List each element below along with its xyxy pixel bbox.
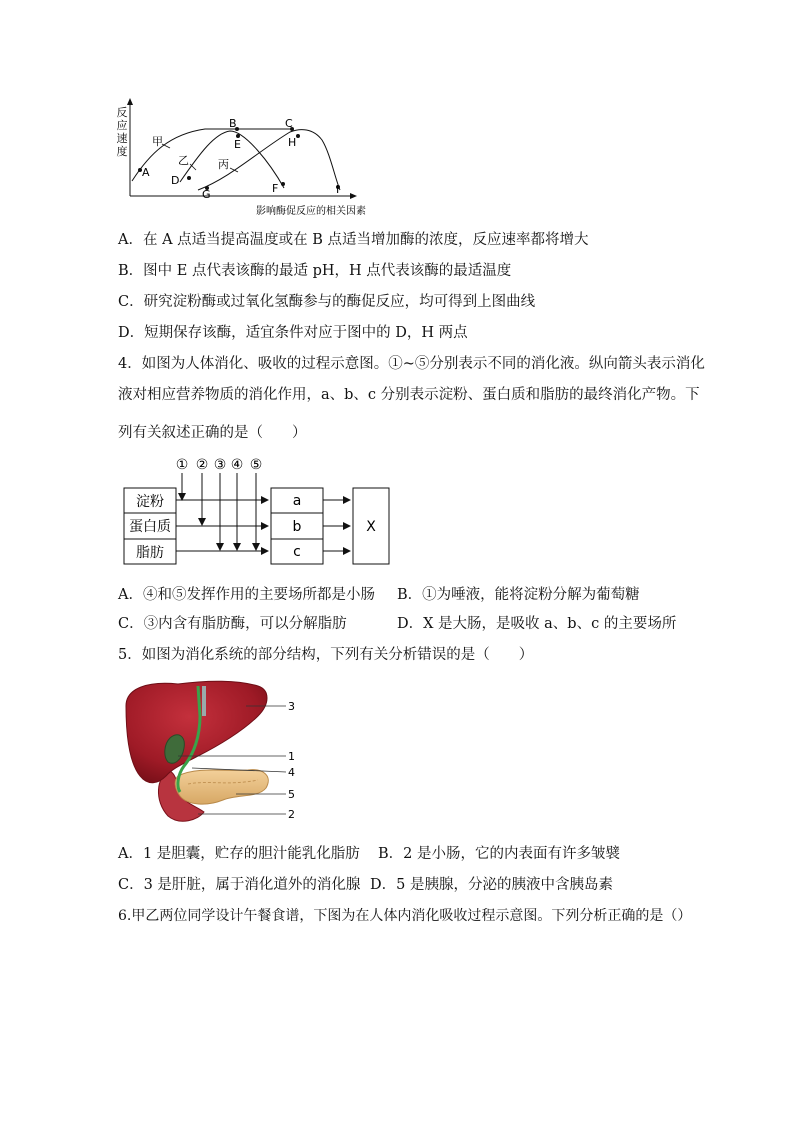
point-label-d: D (171, 174, 180, 187)
q5-option-a: A．1 是胆囊，贮存的胆汁能乳化脂肪 (118, 846, 360, 862)
q4-stem-line-1: 4．如图为人体消化、吸收的过程示意图。①~⑤分别表示不同的消化液。纵向箭头表示消化 (118, 356, 705, 372)
q6-stem: 6.甲乙两位同学设计午餐食谱，下图为在人体内消化吸收过程示意图。下列分析正确的是（） (118, 908, 692, 924)
point-label-h: H (288, 136, 297, 149)
q3-option-d: D．短期保存该酶，适宜条件对应于图中的 D，H 两点 (118, 325, 468, 341)
q4-option-b: B．①为唾液，能将淀粉分解为葡萄糖 (397, 587, 640, 603)
point-label-g: G (202, 188, 211, 201)
product-label-a: a (292, 493, 302, 509)
organ-label-4: 4 (288, 766, 295, 779)
y-axis-label-1: 反 (116, 106, 128, 119)
juice-label-3: ③ (213, 457, 227, 473)
point-label-c: C (285, 117, 293, 130)
q5-option-c: C．3 是肝脏，属于消化道外的消化腺 (118, 877, 361, 893)
product-label-c: c (293, 544, 301, 560)
pancreas (175, 770, 268, 804)
x-axis-label: 影响酶促反应的相关因素 (256, 206, 366, 217)
y-axis-label-2: 应 (116, 119, 128, 132)
q4-option-d: D．X 是大肠，是吸收 a、b、c 的主要场所 (397, 616, 677, 632)
curve-label-bing: 丙 (218, 158, 229, 171)
q5-stem: 5．如图为消化系统的部分结构，下列有关分析错误的是（ ） (118, 647, 534, 663)
organ-label-5: 5 (288, 788, 295, 801)
point-label-i: I (336, 183, 340, 196)
q4-option-a: A．④和⑤发挥作用的主要场所都是小肠 (118, 587, 375, 603)
y-axis-label-4: 度 (116, 145, 128, 158)
curve-label-jia: 甲 (152, 135, 163, 148)
juice-label-5: ⑤ (249, 457, 263, 473)
nutrient-label-fat: 脂肪 (136, 545, 164, 561)
organ-label-2: 2 (288, 808, 295, 821)
q3-option-a: A．在 A 点适当提高温度或在 B 点适当增加酶的浓度，反应速率都将增大 (118, 232, 589, 248)
q4-stem-line-2: 液对相应营养物质的消化作用，a、b、c 分别表示淀粉、蛋白质和脂肪的最终消化产物。下 (118, 387, 700, 403)
juice-label-1: ① (175, 457, 189, 473)
q4-option-c: C．③内含有脂肪酶，可以分解脂肪 (118, 616, 347, 632)
organ-label-1: 1 (288, 750, 295, 763)
point-label-e: E (234, 138, 241, 151)
enzyme-reaction-graph (110, 98, 380, 224)
organ-label-x: X (366, 519, 376, 535)
q5-option-b: B．2 是小肠，它的内表面有许多皱襞 (378, 846, 620, 862)
juice-label-2: ② (195, 457, 209, 473)
juice-label-4: ④ (230, 457, 244, 473)
q5-option-d: D．5 是胰腺，分泌的胰液中含胰岛素 (370, 877, 613, 893)
curve-yi (180, 131, 284, 188)
q4-stem-line-3: 列有关叙述正确的是（ ） (118, 425, 307, 441)
curve-label-yi: 乙 (178, 154, 189, 167)
point-label-f: F (272, 182, 279, 195)
y-axis-label-3: 速 (116, 132, 128, 145)
q3-option-c: C．研究淀粉酶或过氧化氢酶参与的酶促反应，均可得到上图曲线 (118, 294, 536, 310)
nutrient-label-starch: 淀粉 (136, 494, 164, 510)
point-label-b: B (229, 117, 237, 130)
nutrient-label-protein: 蛋白质 (129, 519, 171, 535)
liver (126, 681, 267, 783)
digestive-organs-illustration (118, 676, 298, 826)
point-label-a: A (142, 166, 150, 179)
product-label-b: b (292, 519, 302, 535)
digestion-flow-diagram (118, 452, 398, 570)
organ-label-3: 3 (288, 700, 295, 713)
q3-option-b: B．图中 E 点代表该酶的最适 pH，H 点代表该酶的最适温度 (118, 263, 512, 279)
